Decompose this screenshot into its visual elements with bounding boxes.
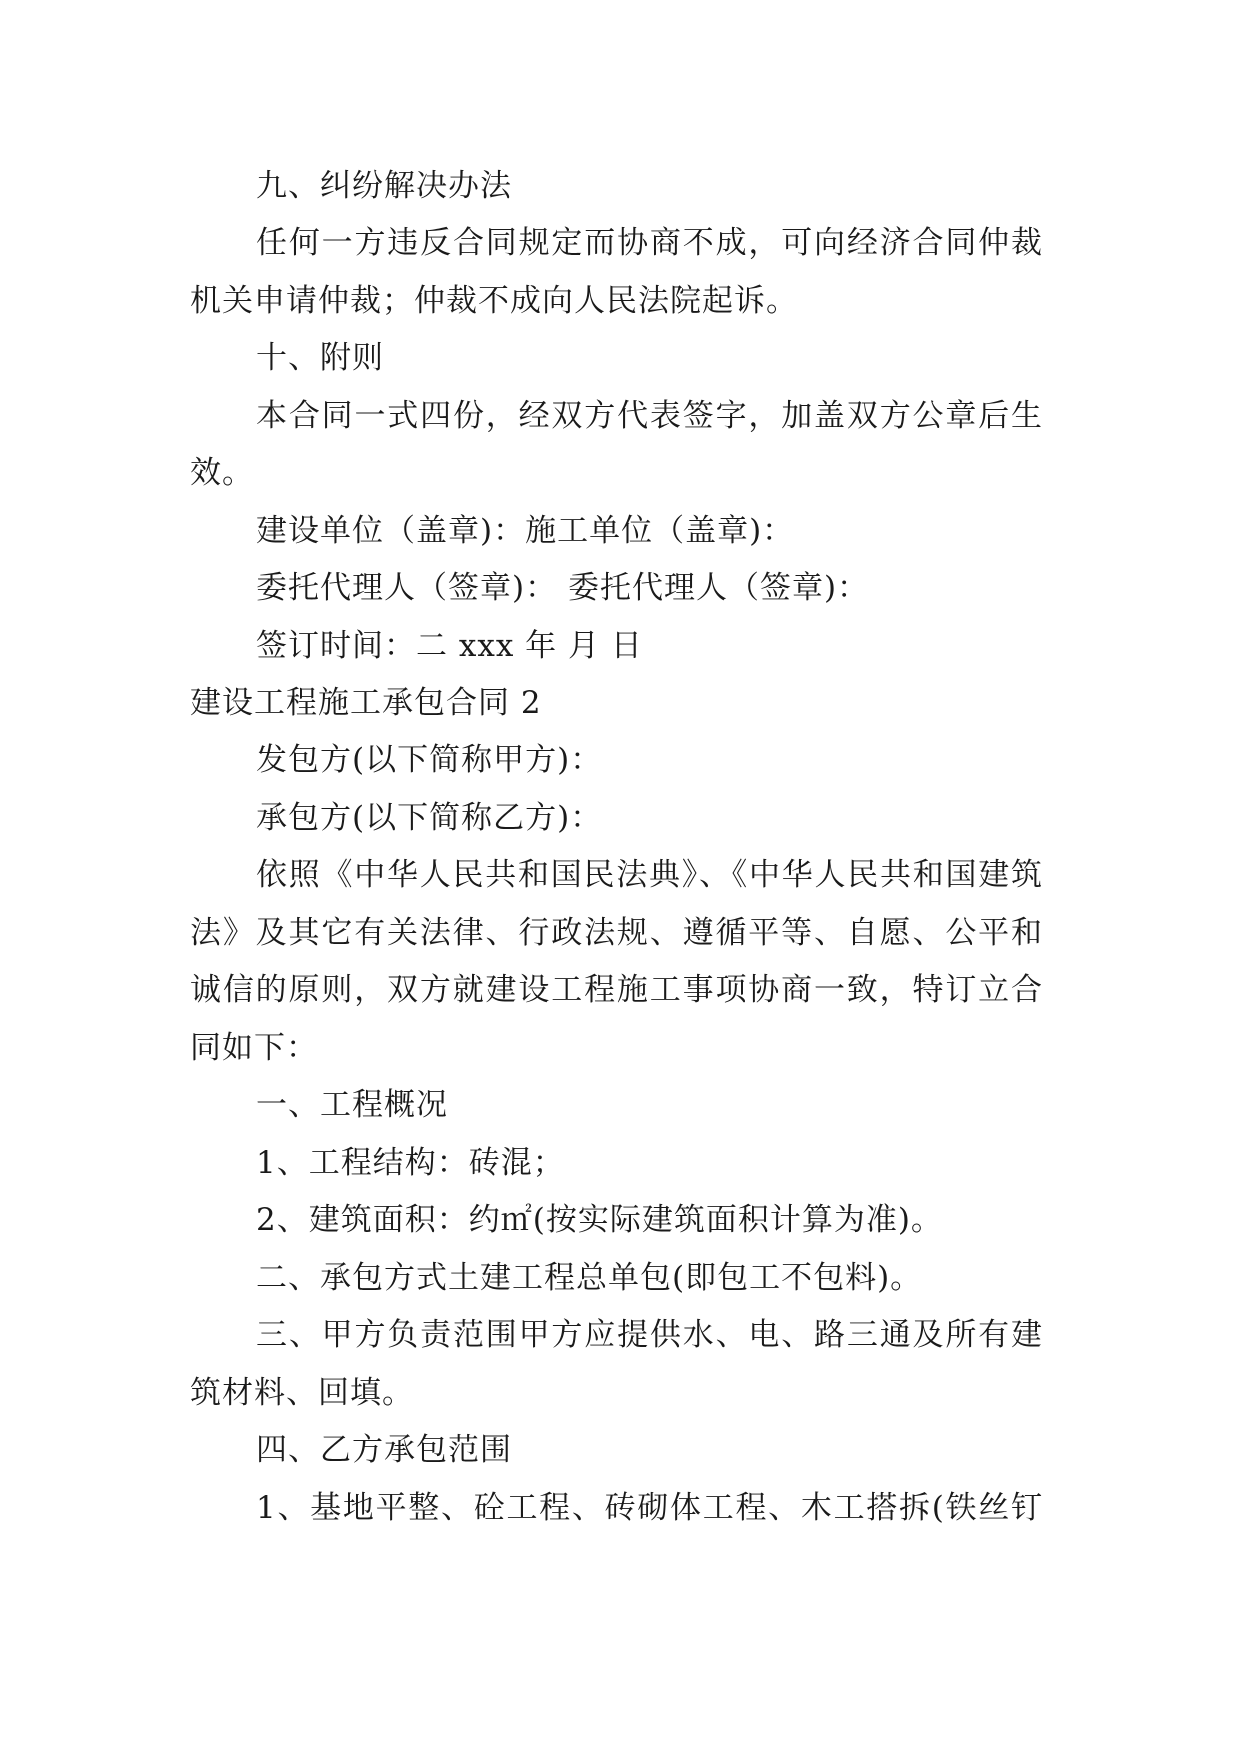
section-heading-scope: 四、乙方承包范围 xyxy=(256,1432,512,1468)
signature-seal-line: 建设单位（盖章)：施工单位（盖章)： xyxy=(256,513,795,549)
section-heading-dispute-resolution: 九、纠纷解决办法 xyxy=(256,168,512,204)
list-item: 1、基地平整、砼工程、砖砌体工程、木工搭拆(铁丝钉 xyxy=(256,1490,1043,1526)
signing-date-line: 签订时间：二 xxx 年 月 日 xyxy=(256,628,643,664)
paragraph-line: 效。 xyxy=(190,455,254,491)
document-title: 建设工程施工承包合同 2 xyxy=(190,685,542,721)
list-item: 1、工程结构：砖混； xyxy=(256,1145,565,1181)
paragraph-line: 诚信的原则，双方就建设工程施工事项协商一致，特订立合 xyxy=(190,972,1043,1008)
section-heading-overview: 一、工程概况 xyxy=(256,1087,448,1123)
paragraph-line: 依照《中华人民共和国民法典》、《中华人民共和国建筑 xyxy=(256,857,1043,893)
section-heading-contract-mode: 二、承包方式土建工程总单包(即包工不包料)。 xyxy=(256,1260,923,1296)
paragraph-line: 三、甲方负责范围甲方应提供水、电、路三通及所有建 xyxy=(256,1317,1043,1353)
party-a-line: 发包方(以下简称甲方)： xyxy=(256,742,603,778)
paragraph-line: 机关申请仲裁；仲裁不成向人民法院起诉。 xyxy=(190,283,798,319)
paragraph-line: 筑材料、回填。 xyxy=(190,1375,414,1411)
section-heading-supplementary: 十、附则 xyxy=(256,340,384,376)
paragraph-line: 同如下： xyxy=(190,1030,318,1066)
paragraph-line: 法》及其它有关法律、行政法规、遵循平等、自愿、公平和 xyxy=(190,915,1043,951)
party-b-line: 承包方(以下简称乙方)： xyxy=(256,800,603,836)
paragraph-line: 任何一方违反合同规定而协商不成，可向经济合同仲裁 xyxy=(256,225,1043,261)
signature-agent-line: 委托代理人（签章)： 委托代理人（签章)： xyxy=(256,570,870,606)
list-item: 2、建筑面积：约㎡(按实际建筑面积计算为准)。 xyxy=(256,1202,943,1238)
paragraph-line: 本合同一式四份，经双方代表签字，加盖双方公章后生 xyxy=(256,398,1043,434)
